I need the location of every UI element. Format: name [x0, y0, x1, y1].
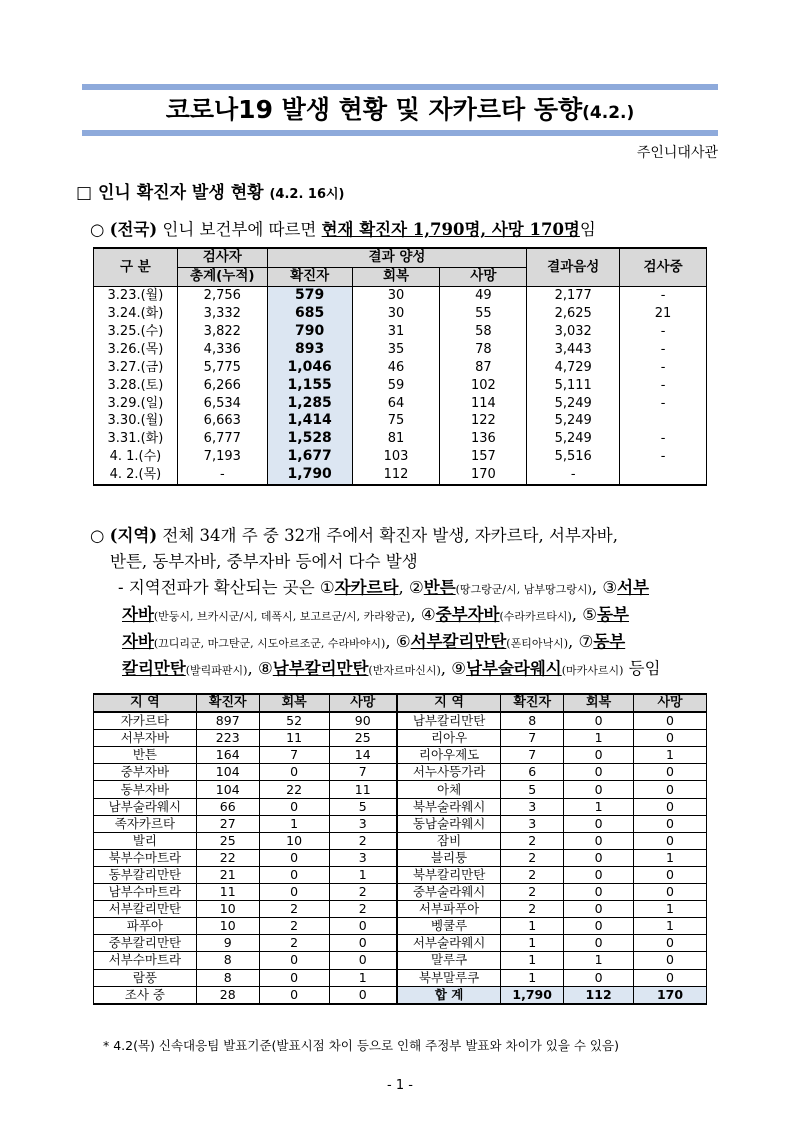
cell-recovered: 1 — [259, 815, 329, 832]
spread-line3: 자바(끄디리군, 마그탄군, 시도아르조군, 수라바야시), ⑥서부칼리만탄(폰티아낙시), ⑦동부 — [122, 632, 626, 651]
cell-recovered: 2 — [259, 901, 329, 918]
cell-negative: 5,249 — [527, 394, 620, 412]
table-row — [94, 969, 707, 986]
cell-recovered: 7 — [259, 747, 329, 764]
cell-recovered: 59 — [352, 376, 440, 394]
cell-negative: - — [527, 466, 620, 485]
cell-deaths: 14 — [329, 747, 397, 764]
cell-deaths: 49 — [440, 286, 527, 304]
cell-testing: - — [620, 376, 707, 394]
cell-deaths: 3 — [329, 849, 397, 866]
cell-region: 북부칼리만탄 — [397, 866, 501, 883]
cell-deaths: 58 — [440, 323, 527, 341]
cell-tested: 7,193 — [177, 448, 267, 466]
cell-region: 잠비 — [397, 832, 501, 849]
cell-deaths: 170 — [440, 466, 527, 485]
cell-recovered: 112 — [352, 466, 440, 485]
cell-negative: 2,177 — [527, 286, 620, 304]
cell-recovered: 0 — [259, 969, 329, 986]
cell-deaths: 0 — [634, 781, 707, 798]
cell-confirmed: 10 — [196, 901, 259, 918]
cell-recovered: 0 — [259, 849, 329, 866]
cell-deaths: 2 — [329, 901, 397, 918]
cell-deaths: 157 — [440, 448, 527, 466]
cell-recovered: 1 — [564, 798, 634, 815]
cell-date: 3.30.(월) — [94, 412, 178, 430]
footnote: * 4.2(목) 신속대응팀 발표기준(발표시점 차이 등으로 인해 주정부 발표와 차이가 있을 수 있음) — [103, 1038, 619, 1053]
cell-region: 말루쿠 — [397, 952, 501, 969]
cell-testing: - — [620, 340, 707, 358]
cell-date: 3.29.(일) — [94, 394, 178, 412]
cell-recovered: 0 — [259, 884, 329, 901]
spread-line2: 자바(반둥시, 브카시군/시, 데폭시, 보고르군/시, 카라왕군), ④중부자바(수라카르타시), ⑤동부 — [122, 605, 629, 624]
table-row — [94, 747, 707, 764]
cell-deaths: 114 — [440, 394, 527, 412]
cell-tested: 3,822 — [177, 323, 267, 341]
cell-recovered: 52 — [259, 712, 329, 730]
cell-region: 동남술라웨시 — [397, 815, 501, 832]
cell-deaths: 0 — [634, 884, 707, 901]
cell-deaths: 1 — [634, 849, 707, 866]
cell-recovered: 31 — [352, 323, 440, 341]
cell-negative: 5,249 — [527, 412, 620, 430]
table-row — [94, 358, 707, 376]
cell-testing — [620, 412, 707, 430]
cell-confirmed: 3 — [501, 815, 564, 832]
cell-region: 리아우 — [397, 730, 501, 747]
table-row — [94, 340, 707, 358]
table-row — [94, 901, 707, 918]
cell-confirmed: 6 — [501, 764, 564, 781]
cell-negative: 5,111 — [527, 376, 620, 394]
header-positive: 결과 양성 — [267, 248, 527, 267]
header-deaths: 사망 — [329, 694, 397, 712]
page-title: 코로나19 발생 현황 및 자카르타 동향(4.2.) — [165, 95, 635, 124]
cell-region: 발리 — [94, 832, 197, 849]
table-row — [94, 305, 707, 323]
cell-confirmed: 11 — [196, 884, 259, 901]
table-row — [94, 394, 707, 412]
cell-confirmed: 1,528 — [267, 430, 352, 448]
cell-confirmed: 897 — [196, 712, 259, 730]
cell-deaths: 1 — [634, 747, 707, 764]
cell-negative: 5,249 — [527, 430, 620, 448]
cell-deaths: 0 — [634, 832, 707, 849]
cell-confirmed: 1,155 — [267, 376, 352, 394]
cell-date: 4. 1.(수) — [94, 448, 178, 466]
cell-deaths: 90 — [329, 712, 397, 730]
table-row — [94, 884, 707, 901]
cell-region: 중부술라웨시 — [397, 884, 501, 901]
regional-status-table — [93, 693, 707, 1005]
cell-confirmed: 21 — [196, 866, 259, 883]
cell-confirmed: 66 — [196, 798, 259, 815]
cell-confirmed: 25 — [196, 832, 259, 849]
cell-tested: 2,756 — [177, 286, 267, 304]
cell-deaths: 0 — [634, 815, 707, 832]
daily-status-table — [93, 247, 707, 486]
header-deaths: 사망 — [634, 694, 707, 712]
cell-region: 중부자바 — [94, 764, 197, 781]
cell-deaths: 122 — [440, 412, 527, 430]
header-region: 지 역 — [94, 694, 197, 712]
cell-deaths: 1 — [634, 901, 707, 918]
national-paragraph: ○ (전국) 인니 보건부에 따르면 현재 확진자 1,790명, 사망 170명임 — [90, 220, 596, 239]
cell-confirmed: 579 — [267, 286, 352, 304]
header-confirmed: 확진자 — [501, 694, 564, 712]
cell-confirmed: 104 — [196, 764, 259, 781]
cell-tested: - — [177, 466, 267, 485]
table-row — [94, 849, 707, 866]
cell-recovered: 0 — [259, 986, 329, 1004]
cell-region: 동부칼리만탄 — [94, 866, 197, 883]
cell-confirmed: 1,285 — [267, 394, 352, 412]
cell-region: 북부수마트라 — [94, 849, 197, 866]
table-row — [94, 323, 707, 341]
table-row — [94, 952, 707, 969]
cell-confirmed: 2 — [501, 901, 564, 918]
cell-recovered: 0 — [564, 901, 634, 918]
cell-region: 남부수마트라 — [94, 884, 197, 901]
cell-region: 파푸아 — [94, 918, 197, 935]
header-tested-total: 총계(누적) — [177, 267, 267, 286]
table-row — [94, 935, 707, 952]
cell-region: 북부술라웨시 — [397, 798, 501, 815]
cell-deaths: 2 — [329, 832, 397, 849]
cell-deaths: 2 — [329, 884, 397, 901]
cell-region: 합 계 — [397, 986, 501, 1004]
cell-recovered: 64 — [352, 394, 440, 412]
header-negative: 결과음성 — [527, 248, 620, 286]
header-division: 구 분 — [94, 248, 178, 286]
cell-tested: 6,777 — [177, 430, 267, 448]
cell-deaths: 0 — [634, 712, 707, 730]
cell-recovered: 22 — [259, 781, 329, 798]
cell-recovered: 0 — [564, 781, 634, 798]
cell-recovered: 0 — [259, 798, 329, 815]
regional-paragraph-line2: 반튼, 동부자바, 중부자바 등에서 다수 발생 — [110, 552, 418, 571]
cell-region: 조사 중 — [94, 986, 197, 1004]
cell-confirmed: 2 — [501, 866, 564, 883]
cell-deaths: 0 — [329, 986, 397, 1004]
cell-region: 벵쿨루 — [397, 918, 501, 935]
cell-confirmed: 8 — [196, 952, 259, 969]
cell-recovered: 46 — [352, 358, 440, 376]
cell-recovered: 0 — [564, 884, 634, 901]
cell-confirmed: 2 — [501, 884, 564, 901]
cell-tested: 6,663 — [177, 412, 267, 430]
cell-recovered: 0 — [564, 849, 634, 866]
cell-region: 서부수마트라 — [94, 952, 197, 969]
cell-confirmed: 1,790 — [501, 986, 564, 1004]
cell-region: 북부말루쿠 — [397, 969, 501, 986]
cell-recovered: 1 — [564, 730, 634, 747]
cell-deaths: 1 — [329, 866, 397, 883]
cell-testing: - — [620, 286, 707, 304]
title-bottom-bar — [82, 130, 718, 136]
cell-recovered: 0 — [564, 815, 634, 832]
cell-tested: 6,534 — [177, 394, 267, 412]
cell-date: 3.23.(월) — [94, 286, 178, 304]
cell-confirmed: 27 — [196, 815, 259, 832]
cell-recovered: 2 — [259, 918, 329, 935]
cell-confirmed: 1 — [501, 935, 564, 952]
cell-confirmed: 790 — [267, 323, 352, 341]
cell-recovered: 0 — [564, 935, 634, 952]
cell-confirmed: 1,790 — [267, 466, 352, 485]
cell-recovered: 10 — [259, 832, 329, 849]
cell-region: 남부술라웨시 — [94, 798, 197, 815]
cell-recovered: 0 — [564, 712, 634, 730]
cell-deaths: 0 — [329, 952, 397, 969]
cell-deaths: 136 — [440, 430, 527, 448]
page-number: - 1 - — [387, 1078, 413, 1093]
cell-region: 반튼 — [94, 747, 197, 764]
cell-deaths: 0 — [634, 935, 707, 952]
cell-region: 서누사뜽가라 — [397, 764, 501, 781]
regional-paragraph-line1: ○ (지역) 전체 34개 주 중 32개 주에서 확진자 발생, 자카르타, 서부자바, — [90, 526, 618, 545]
cell-deaths: 3 — [329, 815, 397, 832]
cell-deaths: 170 — [634, 986, 707, 1004]
cell-date: 3.28.(토) — [94, 376, 178, 394]
cell-negative: 2,625 — [527, 305, 620, 323]
header-tested: 검사자 — [177, 248, 267, 267]
cell-testing: - — [620, 448, 707, 466]
cell-deaths: 0 — [634, 730, 707, 747]
cell-region: 중부칼리만탄 — [94, 935, 197, 952]
cell-deaths: 0 — [634, 798, 707, 815]
cell-confirmed: 1,677 — [267, 448, 352, 466]
header-confirmed: 확진자 — [196, 694, 259, 712]
table-row — [94, 466, 707, 485]
cell-confirmed: 104 — [196, 781, 259, 798]
cell-region: 서부칼리만탄 — [94, 901, 197, 918]
cell-confirmed: 1,414 — [267, 412, 352, 430]
cell-confirmed: 2 — [501, 849, 564, 866]
cell-testing: 21 — [620, 305, 707, 323]
cell-testing: - — [620, 430, 707, 448]
cell-confirmed: 2 — [501, 832, 564, 849]
cell-recovered: 0 — [259, 952, 329, 969]
table-row — [94, 918, 707, 935]
cell-testing — [620, 466, 707, 485]
cell-testing: - — [620, 323, 707, 341]
cell-confirmed: 28 — [196, 986, 259, 1004]
cell-region: 서부파푸아 — [397, 901, 501, 918]
cell-recovered: 0 — [564, 764, 634, 781]
cell-recovered: 81 — [352, 430, 440, 448]
cell-confirmed: 8 — [196, 969, 259, 986]
table-row — [94, 412, 707, 430]
cell-recovered: 30 — [352, 305, 440, 323]
cell-confirmed: 164 — [196, 747, 259, 764]
cell-date: 3.25.(수) — [94, 323, 178, 341]
cell-recovered: 0 — [564, 747, 634, 764]
table-row — [94, 832, 707, 849]
cell-recovered: 0 — [259, 866, 329, 883]
cell-recovered: 103 — [352, 448, 440, 466]
cell-deaths: 5 — [329, 798, 397, 815]
cell-recovered: 35 — [352, 340, 440, 358]
cell-deaths: 0 — [329, 918, 397, 935]
cell-recovered: 1 — [564, 952, 634, 969]
cell-confirmed: 223 — [196, 730, 259, 747]
cell-confirmed: 1,046 — [267, 358, 352, 376]
cell-confirmed: 22 — [196, 849, 259, 866]
cell-date: 3.31.(화) — [94, 430, 178, 448]
table-row — [94, 781, 707, 798]
table-row — [94, 286, 707, 304]
cell-deaths: 0 — [634, 866, 707, 883]
cell-region: 블리퉁 — [397, 849, 501, 866]
cell-testing: - — [620, 394, 707, 412]
cell-date: 3.24.(화) — [94, 305, 178, 323]
table-row — [94, 798, 707, 815]
cell-testing: - — [620, 358, 707, 376]
cell-date: 3.26.(목) — [94, 340, 178, 358]
cell-deaths: 7 — [329, 764, 397, 781]
table-row — [94, 376, 707, 394]
cell-region: 남부칼리만탄 — [397, 712, 501, 730]
cell-negative: 4,729 — [527, 358, 620, 376]
header-recovered: 회복 — [259, 694, 329, 712]
cell-deaths: 78 — [440, 340, 527, 358]
table-row — [94, 764, 707, 781]
header-deaths: 사망 — [440, 267, 527, 286]
header-region: 지 역 — [397, 694, 501, 712]
cell-deaths: 0 — [634, 969, 707, 986]
cell-deaths: 55 — [440, 305, 527, 323]
cell-deaths: 0 — [634, 764, 707, 781]
cell-negative: 3,032 — [527, 323, 620, 341]
spread-line1: - 지역전파가 확산되는 곳은 ①자카르타, ②반튼(땅그랑군/시, 남부땅그랑시), ③서부 — [118, 578, 649, 597]
cell-tested: 6,266 — [177, 376, 267, 394]
cell-region: 자카르타 — [94, 712, 197, 730]
table-row — [94, 986, 707, 1004]
table-row — [94, 430, 707, 448]
header-confirmed: 확진자 — [267, 267, 352, 286]
cell-recovered: 112 — [564, 986, 634, 1004]
header-recovered: 회복 — [352, 267, 440, 286]
cell-region: 아체 — [397, 781, 501, 798]
cell-tested: 5,775 — [177, 358, 267, 376]
cell-confirmed: 1 — [501, 918, 564, 935]
cell-negative: 3,443 — [527, 340, 620, 358]
cell-negative: 5,516 — [527, 448, 620, 466]
cell-date: 3.27.(금) — [94, 358, 178, 376]
cell-deaths: 25 — [329, 730, 397, 747]
table-row — [94, 866, 707, 883]
table-row — [94, 815, 707, 832]
cell-recovered: 2 — [259, 935, 329, 952]
cell-confirmed: 893 — [267, 340, 352, 358]
cell-confirmed: 10 — [196, 918, 259, 935]
cell-deaths: 87 — [440, 358, 527, 376]
cell-confirmed: 9 — [196, 935, 259, 952]
cell-confirmed: 3 — [501, 798, 564, 815]
cell-deaths: 102 — [440, 376, 527, 394]
cell-region: 족자카르타 — [94, 815, 197, 832]
cell-recovered: 11 — [259, 730, 329, 747]
cell-date: 4. 2.(목) — [94, 466, 178, 485]
cell-confirmed: 5 — [501, 781, 564, 798]
cell-confirmed: 1 — [501, 952, 564, 969]
cell-region: 람풍 — [94, 969, 197, 986]
cell-tested: 4,336 — [177, 340, 267, 358]
cell-region: 서부자바 — [94, 730, 197, 747]
table-row — [94, 730, 707, 747]
header-testing: 검사중 — [620, 248, 707, 286]
cell-confirmed: 685 — [267, 305, 352, 323]
cell-recovered: 0 — [259, 764, 329, 781]
cell-recovered: 75 — [352, 412, 440, 430]
cell-confirmed: 1 — [501, 969, 564, 986]
cell-deaths: 1 — [634, 918, 707, 935]
cell-deaths: 1 — [329, 969, 397, 986]
table-row — [94, 448, 707, 466]
cell-recovered: 0 — [564, 918, 634, 935]
header-recovered: 회복 — [564, 694, 634, 712]
spread-line4: 칼리만탄(발릭파판시), ⑧남부칼리만탄(반자르마신시), ⑨남부술라웨시(마카사르시) 등임 — [122, 659, 661, 678]
cell-deaths: 0 — [329, 935, 397, 952]
title-top-bar — [82, 84, 718, 90]
cell-tested: 3,332 — [177, 305, 267, 323]
cell-deaths: 0 — [634, 952, 707, 969]
cell-recovered: 0 — [564, 866, 634, 883]
section-heading: □ 인니 확진자 발생 현황 (4.2. 16시) — [76, 183, 345, 203]
cell-confirmed: 7 — [501, 747, 564, 764]
cell-recovered: 0 — [564, 969, 634, 986]
cell-confirmed: 7 — [501, 730, 564, 747]
table-row — [94, 712, 707, 730]
cell-confirmed: 8 — [501, 712, 564, 730]
cell-recovered: 0 — [564, 832, 634, 849]
cell-recovered: 30 — [352, 286, 440, 304]
cell-region: 리아우제도 — [397, 747, 501, 764]
cell-region: 동부자바 — [94, 781, 197, 798]
embassy-name: 주인니대사관 — [636, 145, 718, 161]
cell-region: 서부술라웨시 — [397, 935, 501, 952]
cell-deaths: 11 — [329, 781, 397, 798]
